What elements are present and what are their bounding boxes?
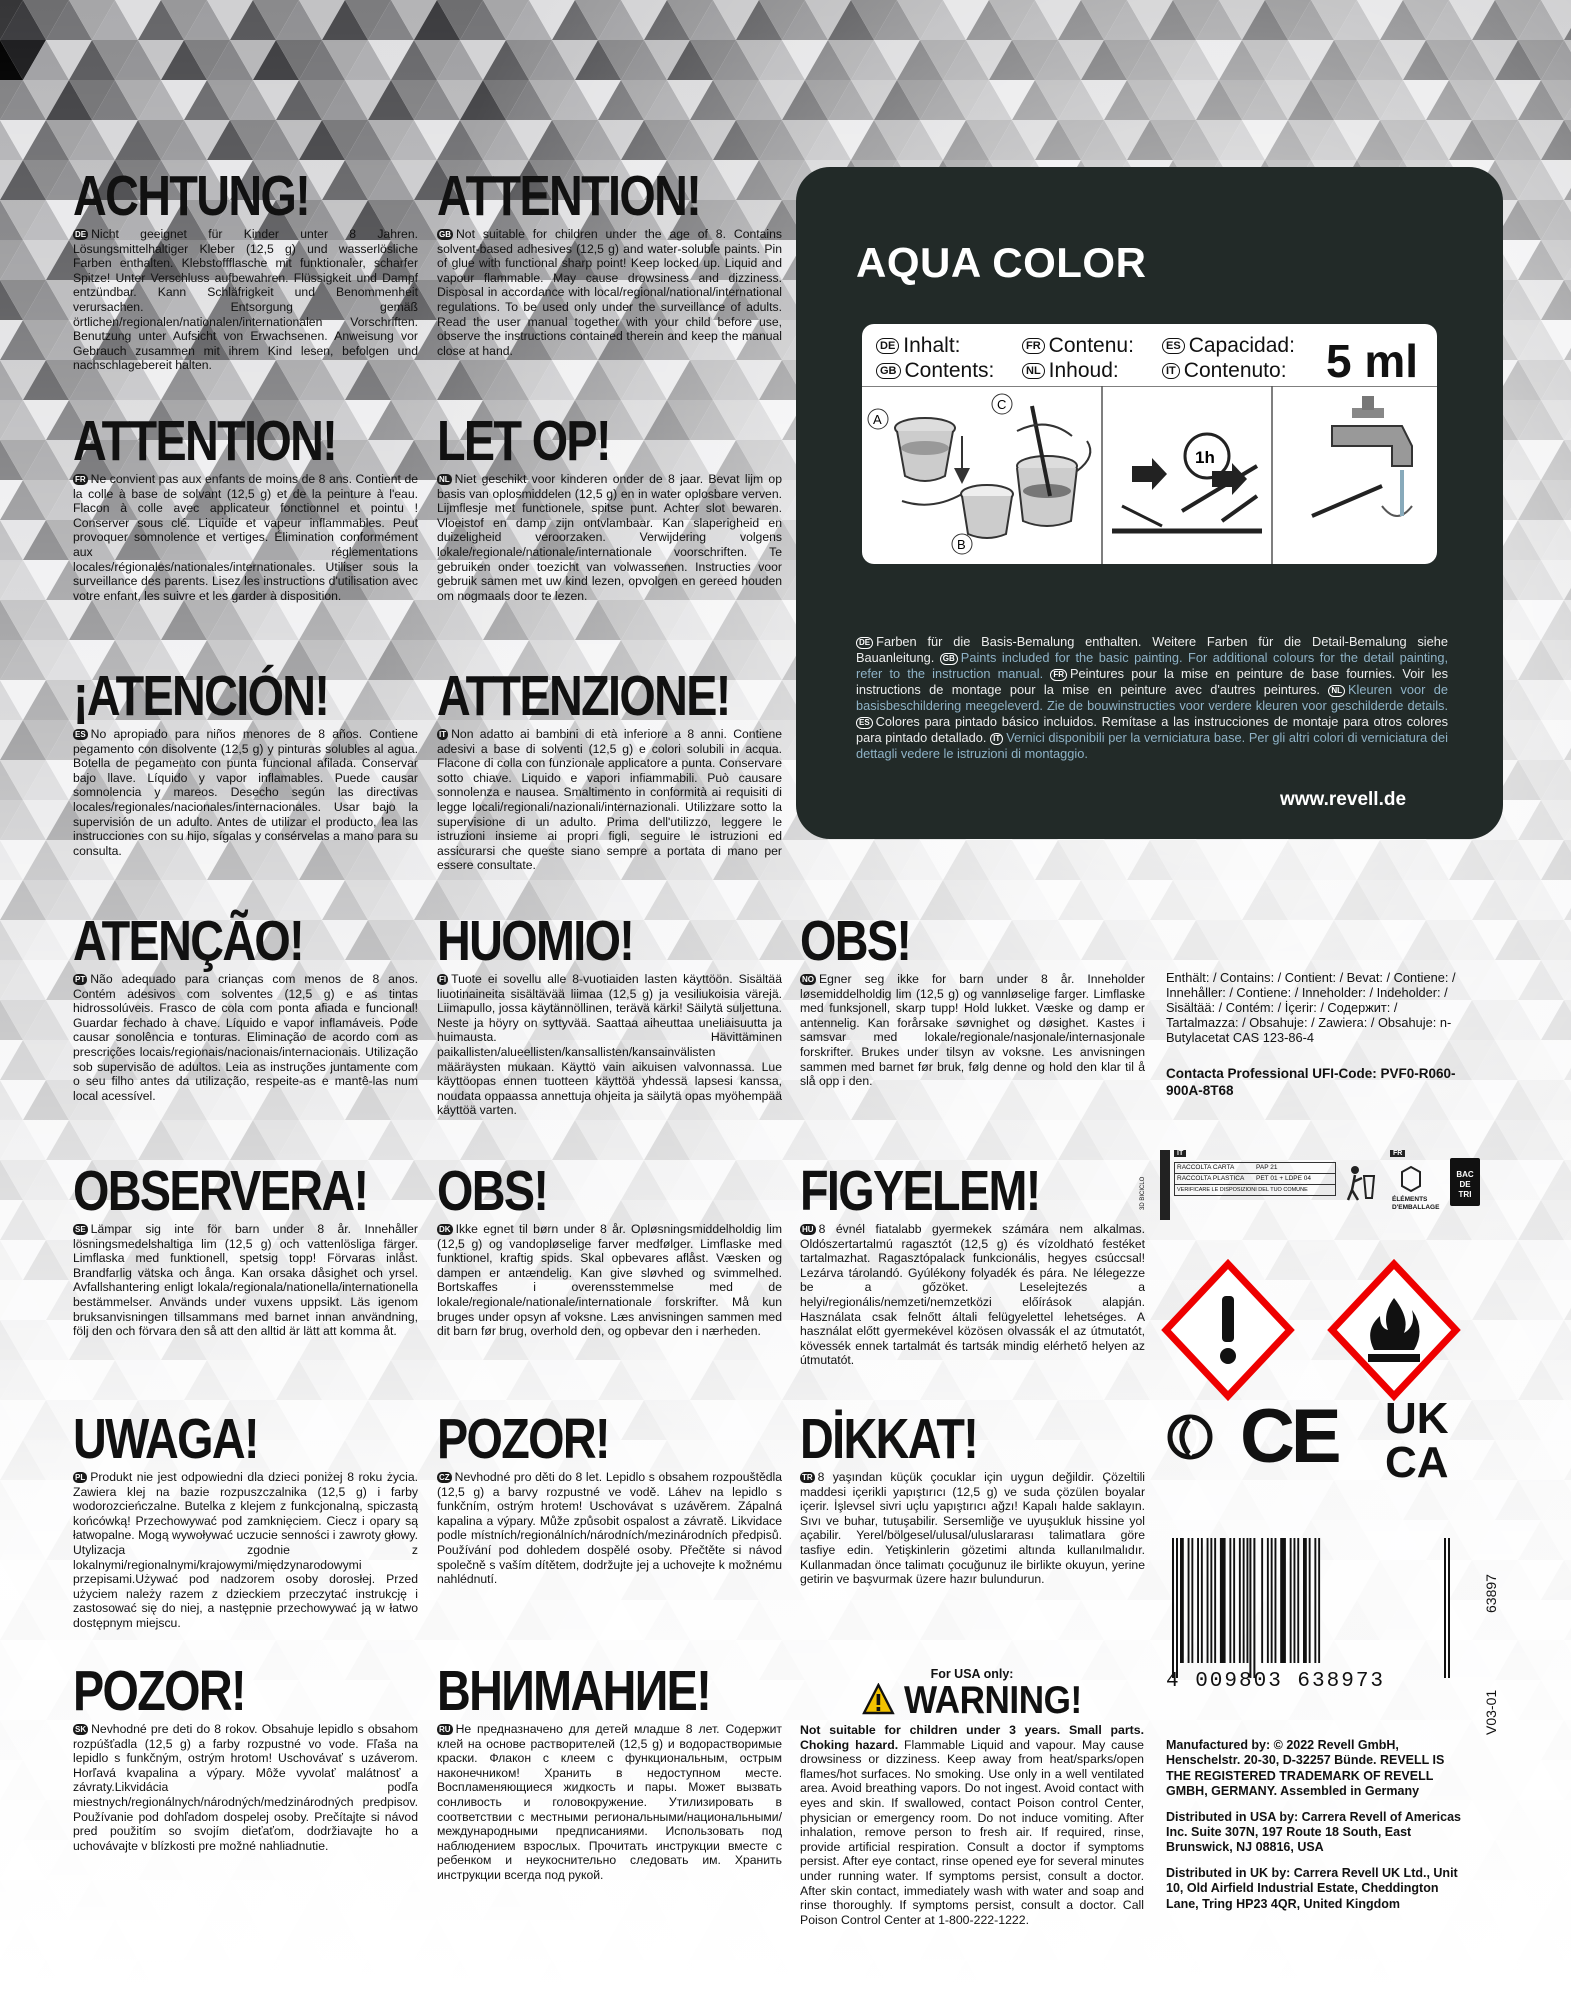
warning-block-dk [437,1160,782,1339]
country-code-badge: RU [439,1725,451,1734]
warning-body: Produkt nie jest odpowiedni dla dzieci poniżej 8 roku życia. Zawiera klej na bazie rozpuszczalnika (12,5 g) i farby wodorozcieńczalne. Butelka z klejem z funkcjonalną, spiczastą końcówką! Przechowywać pod zamknięciem. Ciecz i opary są łatwopalne. Mogą wywoływać uczucie senności i zawroty głowy. Utylizacja zgodnie z lokalnymi/regionalnymi/krajowymi/międzynarodowymi przepisami.Używać pod nadzorem osoby dorosłej. Przed użyciem należy razem z dzieckiem przeczytać instrukcję i zastosować się do niej, a następnie przechowywać ją w łatwo dostępnym miejscu. [73,1470,418,1630]
paint-info-lang-badge: GB [940,653,958,665]
usa-warning [800,1667,1144,1927]
warning-text [73,472,418,603]
warning-block-pt [73,910,418,1103]
contents-label-it: IT Contenuto: [1162,359,1287,383]
country-code-badge: NL [439,475,450,484]
contents-label-fr: FR Contenu: [1022,334,1134,358]
country-code-badge: CZ [439,1473,450,1482]
country-code-badge: ES [75,730,86,739]
warning-block-fr [73,410,418,603]
warning-text [73,227,418,373]
paint-info-sentence: Kleuren voor de basisbeschildering meegeleverd. Zie de bouwinstructies voor verdere kleuren voor geschilderde details. [856,682,1448,713]
warning-text [800,972,1145,1089]
warning-block-sk [73,1660,418,1853]
svg-text:B: B [957,537,966,552]
recycling-info [1140,1150,1495,1228]
paint-info-lang-badge: ES [856,717,873,729]
paint-info-sentence: Peintures pour la mise en peinture de base fournies. Voir les instructions de montage pour la mise en peinture avec d'autres peintures. [856,666,1448,697]
recycle-side-bar [1160,1150,1170,1220]
warning-text [437,1222,782,1339]
warning-body: Non adatto ai bambini di età inferiore a 8 anni. Contiene adesivi a base di solventi (12,5 g) e colori solubili in acqua. Flacone di colla con funzionale applicatore a punta. Conservare sotto chiave. Liquido e vapori infiammabili. Può causare sonnolenza e nausea. Smaltimento in conformità ai requisiti di legge locali/regionali/nazionali/internazionali. Utilizzare sotto la supervisione di un adulto. Prima dell'utilizzo, leggere le istruzioni insieme ai propri figli, seguire le istruzioni ed assicurarsi che queste siano sempre a portata di mano per essere consultate. [437,727,782,873]
manufacturer-text: Manufactured by: © 2022 Revell GmbH, Henschelstr. 20-30, D-32257 Bünde. REVELL IS THE REGISTERED TRADEMARK OF REVELL GMBH, GERMANY. Assembled in Germany [1166,1738,1445,1799]
country-code-badge: SK [75,1725,87,1734]
certification-marks [1160,1394,1505,1500]
warning-body: Niet geschikt voor kinderen onder de 8 jaar. Bevat lijm op basis van oplosmiddelen (12,5 g) en in water oplosbare verven. Lijmflesje met functionele, spitse punt. Achter slot bewaren. Vloeistof en damp zijn ontvlambaar. Kan slaperigheid en duizeligheid veroorzaken. Verwijdering volgens lokale/regionale/nationale/internationale voorschriften. Te gebruiken onder toezicht van volwassenen. Instructies voor gebruik samen met uw kind lezen, opvolgen en gereed houden om nogmaals door te lezen. [437,472,782,603]
warning-title: ATTENTION! [437,164,701,228]
paint-info-text [856,634,1448,762]
panel-title: AQUA COLOR [856,239,1147,286]
warning-block-no [800,910,1145,1089]
usa-warning-title: WARNING! [817,1681,1127,1721]
warning-body: Nevhodné pre deti do 8 rokov. Obsahuje lepidlo s obsahom rozpúšťadla (12,5 g) a farby rozpustné vo vode. Fľaša na lepidlo s funkčným, ostrým hrotom! Uschovávať s uzáverom. Horľavá kvapalina a výpary. Môže vyvolať malátnosť a závraty.Likvidácia podľa miestnych/regionálnych/národných/medzinárodných predpisov. Používanie pod dohľadom dospelej osoby. Prečítajte si návod pred použitím so svojím dieťaťom, dodržiavajte ho a uchovávajte v blízkosti pre možné nahliadnutie. [73,1722,418,1853]
warning-title: OBSERVERA! [73,1159,368,1223]
country-code-badge: FR [75,475,86,484]
paint-info-sentence: Colores para pintado básico incluidos. Remítase a las instrucciones de montaje para otros colores para pintado detallado. [856,714,1448,745]
country-code-badge: HU [802,1225,814,1234]
warning-block-hu [800,1160,1145,1368]
paint-info-lang-badge: NL [1328,685,1345,697]
warning-text [437,1470,782,1587]
warning-triangle-icon [862,1683,894,1715]
contents-label-nl: NL Inhoud: [1022,359,1119,383]
warning-body: Egner seg ikke for barn under 8 år. Inneholder løsemiddelholdig lim (12,5 g) og vannløselige farger. Limflaske med funksjonell, skarp tupp! Hold lukket. Væske og damp er antennelig. Kan forårsake søvnighet og døsighet. Kastes i samsvar med lokale/regionale/nasjonale/internasjonale forskrifter. Brukes under tilsyn av voksne. Les anvisningen sammen med barnet før bruk, følg denne og hold den klar til å slå opp i den. [800,972,1145,1089]
warning-text [73,1470,418,1631]
country-code-badge: IT [439,730,447,739]
warning-title: OBS! [437,1159,548,1223]
warning-title: DİKKAT! [800,1407,978,1471]
contents-label-gb: GB Contents: [876,359,994,383]
warning-block-it [437,665,782,873]
country-code-badge: PL [75,1473,86,1482]
warning-block-ru [437,1660,782,1883]
usa-warning-text: Not suitable for children under 3 years. Small parts. Choking hazard. Flammable Liquid and vapour. May cause drowsiness or dizziness. Keep away from heat/sparks/open flames/hot surfaces. No smoking. Use only in a well ventilated area. Avoid breathing vapors. Do not ingest. Avoid contact with eyes and skin. If swallowed, contact Poison control Center, physician or emergency room. Do not induce vomiting. After inhalation, remove person to fresh air. If required, rinse, provide artificial respiration. Consult a doctor if symptoms persist. After eye contact, rinse opened eye for several minutes under running water. If symptoms persist, consult a doctor. After skin contact, immediately wash with water and soap and rinse thoroughly. If symptoms persist, consult a doctor. Call Poison Control Center at 1-800-222-1222. [800,1723,1144,1927]
warning-text [437,972,782,1118]
aqua-color-panel [796,167,1503,839]
packaging-box-icon [1398,1162,1424,1192]
country-code-badge: SE [75,1225,86,1234]
exclamation-hazard-icon [1166,1264,1290,1396]
country-code-badge: TR [802,1473,813,1482]
warning-block-nl [437,410,782,603]
warning-text [73,1222,418,1339]
warning-text [800,1222,1145,1368]
country-code-badge: NO [802,975,814,984]
recycle-fr-text: ÉLÉMENTS D'EMBALLAGE [1392,1196,1440,1211]
website: www.revell.de [1280,789,1407,810]
paint-pot-open-icon [868,409,962,505]
contents-label-es: ES Capacidad: [1162,334,1295,358]
warning-title: POZOR! [437,1407,609,1471]
warning-body: Nicht geeignet für Kinder unter 8 Jahren. Lösungsmittelhaltiger Kleber (12,5 g) und wasserlösliche Farben enthalten. Klebstoffflasche mit funktionaler, scharfer Spitze! Unter Verschluss aufbewahren. Flüssigkeit und Dampf entzündbar. Kann Schläfrigkeit und Benommenheit verursachen. Entsorgung gemäß örtlichen/regionalen/nationalen/internationalen Vorschriften. Benutzung unter Aufsicht von Erwachsenen. Anweisung vor Gebrauch zusammen mit ihrem Kind lesen, befolgen und nachschlagebereit halten. [73,227,418,373]
warning-title: ATTENTION! [73,409,337,473]
warning-text [73,1722,418,1853]
article-number: 63897 [1483,1574,1499,1613]
svg-text:1h: 1h [1195,448,1215,467]
country-code-badge: GB [439,230,451,239]
paint-info-sentence: Paints included for the basic painting. For additional colours for the detail painting, refer to the instruction manual. [856,650,1449,681]
country-code-badge: FI [439,975,447,984]
warning-body: Lämpar sig inte för barn under 8 år. Innehåller lösningsmedelshaltiga lim (12,5 g) och vattenlösliga färger. Limflaska med funktionell, spetsig topp! Förvaras inlåst. Brandfarlig vätska och ånga. Kan orsaka dåsighet och yrsel. Avfallshantering enligt lokala/regionala/nationella/internationella bestämmelser. Används under vuxens uppsikt. Läs igenom bruksanvisningen tillsammans med barnet innan användning, följ den och förvara den så att den alltid är lätt att komma åt. [73,1222,418,1339]
recycle-side-label: 3D BICICLO [1140,1176,1146,1210]
warning-body: Não adequado para crianças com menos de 8 anos. Contém adesivos com solventes (12,5 g) e as tintas hidrossolúveis. Frasco de cola com ponta afiada e funcional! Guardar fechado à chave. Líquido e vapor inflamáveis. Pode causar sonolência e tonturas. Eliminação de acordo com as prescrições locais/regionais/nacionais/internacionais. Utilização sob supervisão de adultos. Leia as instruções juntamente com o seu filho antes da utilização, respeite-as e mantê-las num local acessível. [73,972,418,1103]
warning-text [437,1722,782,1883]
warning-block-fi [437,910,782,1118]
distributor-usa-text: Distributed in USA by: Carrera Revell of Americas Inc. Suite 307N, 197 Route 18 South, East Brunswick, NJ 08816, USA [1166,1809,1461,1855]
paint-pot-closed-icon [952,485,1013,554]
warning-body: Не предназначено для детей младше 8 лет. Содержит клей на основе растворителей (12,5 g) и водорастворимые краски. Флакон с клеем с функциональным, острым наконечником! Хранить в недоступном месте. Воспламеняющиеся жидкость и пары. Может вызвать сонливость и головокружение. Утилизировать в соответствии с местными региональными/национальными/международными предписаниями. Использовать под наблюдением взрослых. Прочитать инструкции вместе с ребенком и неукоснительно следовать им. Хранить инструкции всегда под рукой. [437,1722,782,1882]
warning-block-gb [437,165,782,358]
recycle-bin-icon: BAC DE TRI [1450,1158,1480,1206]
distributor-uk-text: Distributed in UK by: Carrera Revell UK Ltd., Unit 10, Old Airfield Industrial Estate, Cheddington Lane, Tring HP23 4QR, United Kingdom [1166,1865,1458,1911]
warning-text [73,972,418,1103]
warning-block-cz [437,1408,782,1587]
warning-title: HUOMIO! [437,909,634,973]
warning-body: Ne convient pas aux enfants de moins de 8 ans. Contient de la colle à base de solvant (12,5 g) et de la peinture à l'eau. Flacon à colle avec applicateur fonctionnel et pointu ! Conserver sous clé. Liquide et vapeur inflammables. Peut provoquer somnolence et vertiges. Élimination conformément aux réglementations locales/régionales/nationales/internationales. Utiliser sous la surveillance des parents. Lisez les instructions d'utilisation avec votre enfant, les suivre et les garder à disposition. [73,472,418,603]
recycle-it-label: IT [1174,1150,1186,1157]
warning-text [437,227,782,358]
painting-instructions-illustration [862,386,1437,564]
green-dot-icon [1166,1413,1214,1461]
warning-body: Ikke egnet til børn under 8 år. Opløsningsmiddelholdig lim (12,5 g) og vandopløselige farver medfølger. Limflaske med funktionel, kraftig spids. Skal opbevares aflåst. Væsken og dampen er antændelig. Kan give sløvhed og svimmelhed. Bortskaffes i overensstemmelse med de lokale/regionale/nationale/internationale forskrifter. Må kun bruges under opsyn af voksne. Læs anvisningen sammen med dit barn før brug, overhold den, og opbevar den i nærheden. [437,1222,782,1339]
warning-body: Nevhodné pro děti do 8 let. Lepidlo s obsahem rozpouštědla (12,5 g) a barvy rozpustné ve vodě. Láhev na lepidlo s funkčním, ostrým hrotem! Uschovávat s uzávěrem. Zápalná kapalina a výpary. Může způsobit ospalost a závratě. Likvidace podle místních/regionálních/národních/mezinárodních předpisů. Používání pod dohledem dospělé osoby. Přečtěte si návod společně s vaším dítětem, dodržujte jej a uchovejte k možnému nahlédnutí. [437,1470,782,1587]
warning-text [73,727,418,858]
warning-block-pl [73,1408,418,1631]
warning-title: ВНИМАНИЕ! [437,1659,711,1723]
paint-info-lang-badge: DE [856,637,873,649]
svg-text:C: C [997,397,1007,412]
barcode-number: 4 009803 638973 [1166,1670,1386,1693]
recycle-table: RACCOLTA CARTA PAP 21 RACCOLTA PLASTICA PET 01 + LDPE 04 VERIFICARE LE DISPOSIZIONI DEL TUO COMUNE [1174,1162,1336,1196]
warning-title: ACHTUNG! [73,164,310,228]
svg-text:A: A [873,412,882,427]
ufi-code: Contacta Professional UFI-Code: PVF0-R060-900A-8T68 [1166,1066,1456,1098]
recycle-fr-label: FR [1390,1150,1405,1157]
warning-body: No apropiado para niños menores de 8 años. Contiene pegamento con disolvente (12,5 g) y pinturas solubles al agua. Botella de pegamento con punta funcional afilada. Conservar bajo llave. Líquido y vapor inflamables. Puede causar somnolencia y mareos. Desecho según las directivas locales/regionales/nacionales/internacionales. Usar bajo la supervisión de un adulto. Antes de utilizar el producto, lea las instrucciones con su hijo, sígalas y consérvelas a mano para su consulta. [73,727,418,858]
warning-block-se [73,1160,418,1339]
warning-text [437,727,782,873]
warning-block-de [73,165,418,373]
paint-info-lang-badge: IT [990,733,1003,745]
flame-hazard-icon [1332,1264,1456,1396]
warning-title: LET OP! [437,409,610,473]
manufacturer-info [1166,1738,1471,1922]
usa-only-label: For USA only: [930,1667,1014,1681]
warning-title: ATENÇÃO! [73,909,304,973]
contents-label-de: DE Inhalt: [876,334,961,358]
warning-title: ¡ATENCIÓN! [73,664,329,728]
ukca-mark: UK CA [1385,1394,1449,1487]
warning-title: ATTENZIONE! [437,664,730,728]
water-tap-icon [1312,396,1412,516]
paint-info-sentence: Farben für die Basis-Bemalung enthalten. Weitere Farben für die Detail-Bemalung siehe Bauanleitung. [856,634,1448,665]
recycle-person-icon [1340,1162,1380,1202]
hazard-pictograms [1160,1258,1490,1408]
country-code-badge: DE [75,230,87,239]
warning-body: 8 évnél fiatalabb gyermekek számára nem alkalmas. Oldószertartalmú ragasztót (12,5 g) és vízoldható festéket tartalmazhat. Ragasztópalack funkcionális, hegyes csúccsal! Lezárva tárolandó. Gyúlékony folyadék és pára. Ne lélegezze be a gőzöket. Leselejtezés a helyi/regionális/nemzeti/nemzetközi előírások alapján. Használata csak felnőtt általi felügyelettel lehetséges. A használat előtt gyermekével közösen olvassák el az útmutatót, kövessék ennek tartalmát és tartsák mindig elérhető helyen az útmutatót. [800,1222,1145,1368]
warning-title: OBS! [800,909,911,973]
warning-text [800,1470,1145,1587]
warning-body: Not suitable for children under the age of 8. Contains solvent-based adhesives (12,5 g) and water-soluble paints. Pin of glue with functional sharp point! Keep locked up. Liquid and vapour flammable. May cause drowsiness and dizziness. Disposal in accordance with local/regional/national/international regulations. To be used only under the surveillance of adults. Read the user manual together with your child before use, observe the instructions contained therein and keep the manual close at hand. [437,227,782,358]
paint-info-sentence: Vernici disponibili per la verniciatura base. Per gli altri colori di verniciatura dei dettagli vedere le istruzioni di montaggio. [856,730,1448,761]
contents-box [862,324,1437,564]
warning-body: 8 yaşından küçük çocuklar için uygun değildir. Çözeltili maddesi içerikli yapıştırıcı (12,5 g) ve suda çözülen boyalar içerir. İşlevsel sivri uçlu yapıştırıcı ağzı! Kapalı halde saklayın. Sıvı ve buhar, tutuşabilir. Sersemliğe ve uyuşukluk hissine yol açabilir. Yerel/bölgesel/ulusal/uluslararası talimatlara göre tasfiye edin. Yetişkinlerin gözetimi altında kullanılmalıdır. Kullanmadan önce talimatı çocuğunuz ile birlikte okuyun, yerine getirin ve başvurmak üzere hazır bulundurun. [800,1470,1145,1587]
ce-mark: CE [1240,1394,1338,1479]
country-code-badge: DK [439,1225,451,1234]
warning-title: FIGYELEM! [800,1159,1040,1223]
warning-title: UWAGA! [73,1407,258,1471]
version-code: V03-01 [1483,1689,1499,1735]
warning-block-es [73,665,418,858]
ingredients-text: Enthält: / Contains: / Contient: / Bevat: / Contiene: / Innehåller: / Contiene: / Inneholder: / Indeholder: / Sisältää: / Contém: / İçerir: / Содержит: / Tartalmazza: / Obsahuje: / Zawiera: / Obsahuje: n-Butylacetat CAS 123-86-4 [1166,970,1456,1045]
warning-body: Tuote ei sovellu alle 8-vuotiaiden lasten käyttöön. Sisältää liuotinaineita sisältävää liimaa (12,5 g) ja vesiliukoisia värejä. Liimapullo, jossa käytännöllinen, terävä kärki! Säilytä suljettuna. Neste ja höyry on syttyvää. Saattaa aiheuttaa uneliaisuutta ja huimausta. Hävittäminen paikallisten/alueellisten/kansallisten/kansainvälisten määräysten mukaan. Käyttö vain aikuisen valvonnassa. Lue käyttöopas ennen tuotteen käyttöä yhdessä lapsesi kanssa, noudata oppaassa annettuja ohjeita ja säilytä opas myöhempää käyttöä varten. [437,972,782,1118]
volume: 5 ml [1326,335,1419,387]
warning-block-tr [800,1408,1145,1587]
warning-text [437,472,782,603]
country-code-badge: PT [75,975,86,984]
paint-info-lang-badge: FR [1050,669,1067,681]
warning-title: POZOR! [73,1659,245,1723]
drying-time-icon [1112,434,1262,531]
